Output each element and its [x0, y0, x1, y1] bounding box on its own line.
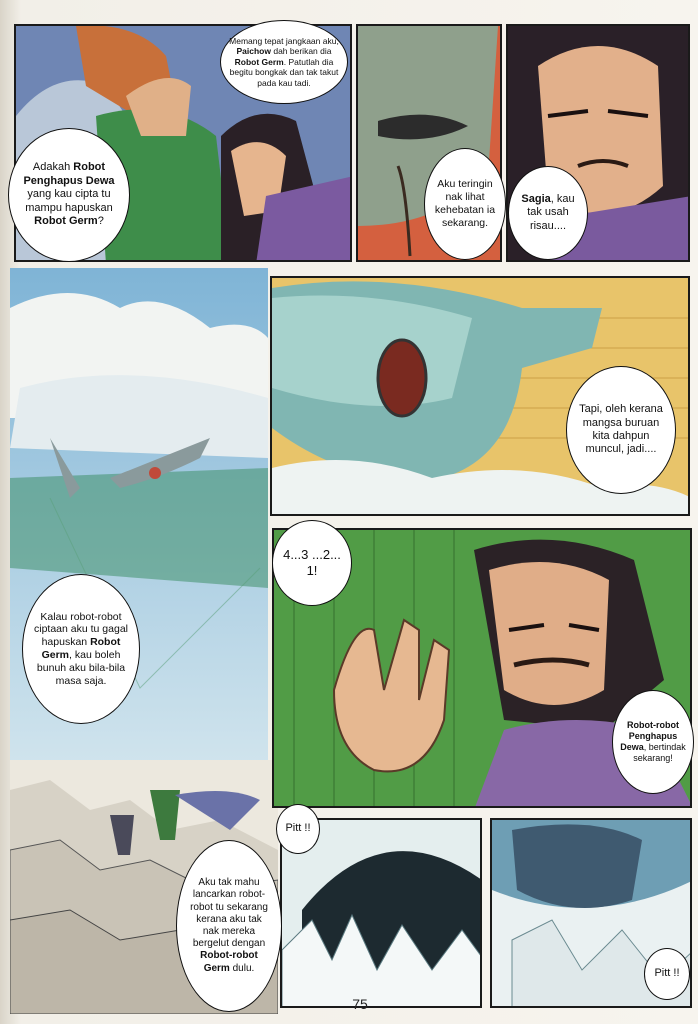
sfx-bubble-pitt-2: Pitt !!	[644, 948, 690, 1000]
speech-bubble-not-launch: Aku tak mahu lancarkan robot-robot tu sekarang kerana aku tak nak mereka bergelut dengan Robot-robot Germ dulu.	[176, 840, 282, 1012]
speech-bubble-act-now: Robot-robot Penghapus Dewa, bertindak sekarang!	[612, 690, 694, 794]
speech-bubble-prey-appeared: Tapi, oleh kerana mangsa buruan kita dahpun muncul, jadi....	[566, 366, 676, 494]
speech-bubble-kill-me: Kalau robot-robot ciptaan aku tu gagal hapuskan Robot Germ, kau boleh bunuh aku bila-bila masa saja.	[22, 574, 140, 724]
speech-bubble-paichow: Memang tepat jangkaan aku, Paichow dah berikan dia Robot Germ. Patutlah dia begitu bongkak dan tak takut pada kau tadi.	[220, 20, 348, 104]
page-number: 75	[352, 996, 368, 1012]
panel-sky-birds	[10, 268, 268, 808]
panel-art-4	[10, 268, 268, 808]
speech-bubble-countdown: 4...3 ...2... 1!	[272, 520, 352, 606]
speech-bubble-robot-question: Adakah Robot Penghapus Dewa yang kau cipta tu mampu hapuskan Robot Germ?	[8, 128, 130, 262]
speech-bubble-want-to-see: Aku teringin nak lihat kehebatan ia sekarang.	[424, 148, 506, 260]
sfx-bubble-pitt-1: Pitt !!	[276, 804, 320, 854]
speech-bubble-sagia: Sagia, kau tak usah risau....	[508, 166, 588, 260]
